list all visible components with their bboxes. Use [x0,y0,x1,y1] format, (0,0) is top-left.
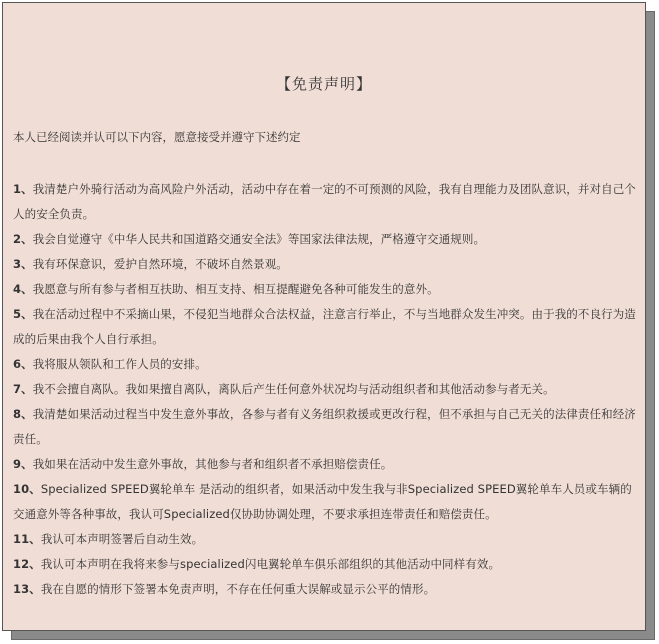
clause-text: 我清楚如果活动过程当中发生意外事故，各参与者有义务组织救援或更改行程，但不承担与自己无关的法律责任和经济责任。 [13,407,636,446]
clause-number: 8、 [13,407,33,421]
clause-number: 11、 [13,532,41,546]
clause-text: 我将服从领队和工作人员的安排。 [32,357,207,371]
clause-text: 我认可本声明在我将来参与specialized闪电翼轮单车俱乐部组织的其他活动中同样有效。 [40,557,501,571]
clause-item [13,252,638,277]
intro-text: 本人已经阅读并认可以下内容，愿意接受并遵守下述约定 [13,130,301,144]
disclaimer-card [2,2,646,631]
page-title: 【免责声明】 [275,75,372,93]
clause-text: Specialized SPEED翼轮单车 是活动的组织者，如果活动中发生我与非Specialized SPEED翼轮单车人员或车辆的交通意外等各种事故，我认可Specialized仅协助协调处理，不要求承担连带责任和赔偿责任。 [13,482,632,521]
clause-item [13,227,638,252]
clause-number: 7、 [13,382,33,396]
clause-number: 3、 [13,257,33,271]
clause-item [13,577,638,602]
clause-item [13,402,638,452]
clause-item [13,177,638,227]
clause-item [13,377,638,402]
clause-text: 我会自觉遵守《中华人民共和国道路交通安全法》等国家法律法规，严格遵守交通规则。 [32,232,486,246]
clause-item [13,352,638,377]
clause-list [13,177,638,602]
clause-text: 我愿意与所有参与者相互扶助、相互支持、相互提醒避免各种可能发生的意外。 [32,282,439,296]
clause-text: 我在自愿的情形下签署本免责声明，不存在任何重大误解或显示公平的情形。 [40,582,436,596]
clause-item [13,477,638,527]
clause-item [13,527,638,552]
clause-item [13,302,638,352]
clause-number: 12、 [13,557,41,571]
clause-number: 4、 [13,282,33,296]
clause-number: 1、 [13,182,33,196]
clause-text: 我有环保意识，爱护自然环境，不破坏自然景观。 [32,257,288,271]
clause-number: 10、 [13,482,41,496]
clause-number: 5、 [13,307,33,321]
clause-number: 9、 [13,457,33,471]
clause-text: 我清楚户外骑行活动为高风险户外活动，活动中存在着一定的不可预测的风险，我有自理能力及团队意识，并对自己个人的安全负责。 [13,182,636,221]
clause-item [13,452,638,477]
clause-number: 6、 [13,357,33,371]
clause-text: 我如果在活动中发生意外事故，其他参与者和组织者不承担赔偿责任。 [32,457,393,471]
clause-text: 我认可本声明签署后自动生效。 [40,532,204,546]
clause-item [13,552,638,577]
clause-number: 13、 [13,582,41,596]
clause-item [13,277,638,302]
clause-number: 2、 [13,232,33,246]
clause-text: 我不会擅自离队。我如果擅自离队，离队后产生任何意外状况均与活动组织者和其他活动参与者无关。 [32,382,555,396]
clause-text: 我在活动过程中不采摘山果，不侵犯当地群众合法权益，注意言行举止，不与当地群众发生冲突。由于我的不良行为造成的后果由我个人自行承担。 [13,307,636,346]
